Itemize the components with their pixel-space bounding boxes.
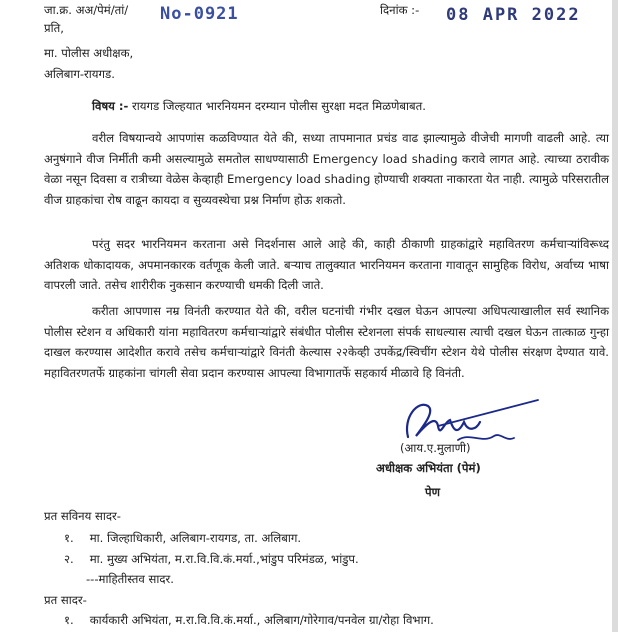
body-paragraph-3: करीता आपणास नम्र विनंती करण्यात येते की, वरील घटनांची गंभीर दखल घेऊन आपल्या अधिपत्याखालील सर्व स्थानिक पोलीस स्टेशन व अधिकारी यांना महावितरण कर्मचाऱ्यांद्वारे संबंधीत पोलीस स्टेशनला संपर्क साधल्यास त्याची दखल घेऊन तात्काळ गुन्हा दाखल करण्यास आदेशीत करावे तसेच कर्मचाऱ्यांद्वारे विनंती केल्यास २२केव्ही उपकेंद्र/स्विचींग स्टेशन येथे पोलीस संरक्षण देण्यात यावे. महावितरणतर्फे ग्राहकांना चांगली सेवा प्रदान करण्यास आपल्या विभागातर्फे सहकार्य मीळावे हि विनंती. (44, 304, 609, 380)
copy-item-text: मा. मुख्य अभियंता, म.रा.वि.वि.कं.मर्या.,भांडुप परिमंडळ, भांडुप. (89, 552, 359, 566)
copy-item-text: कार्यकारी अभियंता, म.रा.वि.वि.कं.मर्या., अलिबाग/गोरेगाव/पनवेल ग्रा/रोहा विभाग. (89, 613, 434, 627)
copy-item (64, 612, 434, 628)
copy-label-with-respect: प्रत सविनय सादर- (44, 509, 121, 523)
inward-stamp-number: No-0921 (160, 4, 239, 24)
addressee: मा. पोलीस अधीक्षक, (44, 46, 134, 60)
to-label: प्रति, (44, 21, 64, 35)
info-note: ---माहितीस्तव सादर. (86, 572, 174, 586)
copy-item-number: १. (64, 613, 74, 627)
subject-line (92, 98, 426, 114)
signatory-designation: अधीक्षक अभियंता (पेमं) (376, 461, 481, 475)
signatory-place: पेण (425, 485, 440, 499)
reference-number: जा.क्र. अअ/पेमं/तां/ (44, 3, 129, 17)
copy-label-submitted: प्रत सादर- (44, 593, 87, 607)
subject-label: विषय :- (92, 99, 129, 113)
body-paragraph-1: वरील विषयान्वये आपणांस कळविण्यात येते की, सध्या तापमानात प्रचंड वाढ झाल्यामुळे वीजेची मागणी वाढली आहे. त्या अनुषंगाने वीज निर्मीती कमी असल्यामुळे समतोल साधण्यासाठी Emergency load shading करावे लागत आहे. त्याच्या ठरावीक वेळा नसून दिवसा व रात्रीच्या वेळेस केव्हाही Emergency load shading होण्याची शक्यता नाकारता येत नाही. त्यामुळे परिसरातील वीज ग्राहकांचा रोष वाढून कायदा व सुव्यवस्थेचा प्रश्न निर्माण होऊ शकतो. (44, 131, 609, 207)
copy-item-number: २. (64, 552, 74, 566)
copy-item-number: १. (64, 531, 74, 545)
addressee-place: अलिबाग-रायगड. (44, 67, 115, 81)
copy-item-text: मा. जिल्हाधिकारी, अलिबाग-रायगड, ता. अलिबाग. (89, 531, 302, 545)
body-paragraph-2: परंतु सदर भारनियमन करताना असे निदर्शनास आले आहे की, काही ठीकाणी ग्राहकांद्वारे महावितरण कर्मचाऱ्यांविरूध्द अतिशक धोकादायक, अपमानकारक वर्तणूक केली जाते. बऱ्याच तालुक्यात भारनियमन करताना गावातून सामुहिक विरोध, अर्वाच्य भाषा वापरली जाते. तसेच शारीरीक नुकसान करण्याची धमकी दिली जाते. (44, 237, 609, 292)
scan-edge (612, 0, 618, 632)
signatory-name: (आय.ए.मुलाणी) (400, 441, 471, 455)
copy-item (64, 551, 359, 567)
copy-item (64, 530, 301, 546)
date-label: दिनांक :- (380, 3, 420, 17)
date-stamp: 08 APR 2022 (446, 5, 581, 25)
subject-text: रायगड जिल्हयात भारनियमन दरम्यान पोलीस सुरक्षा मदत मिळणेबाबत. (132, 99, 426, 113)
